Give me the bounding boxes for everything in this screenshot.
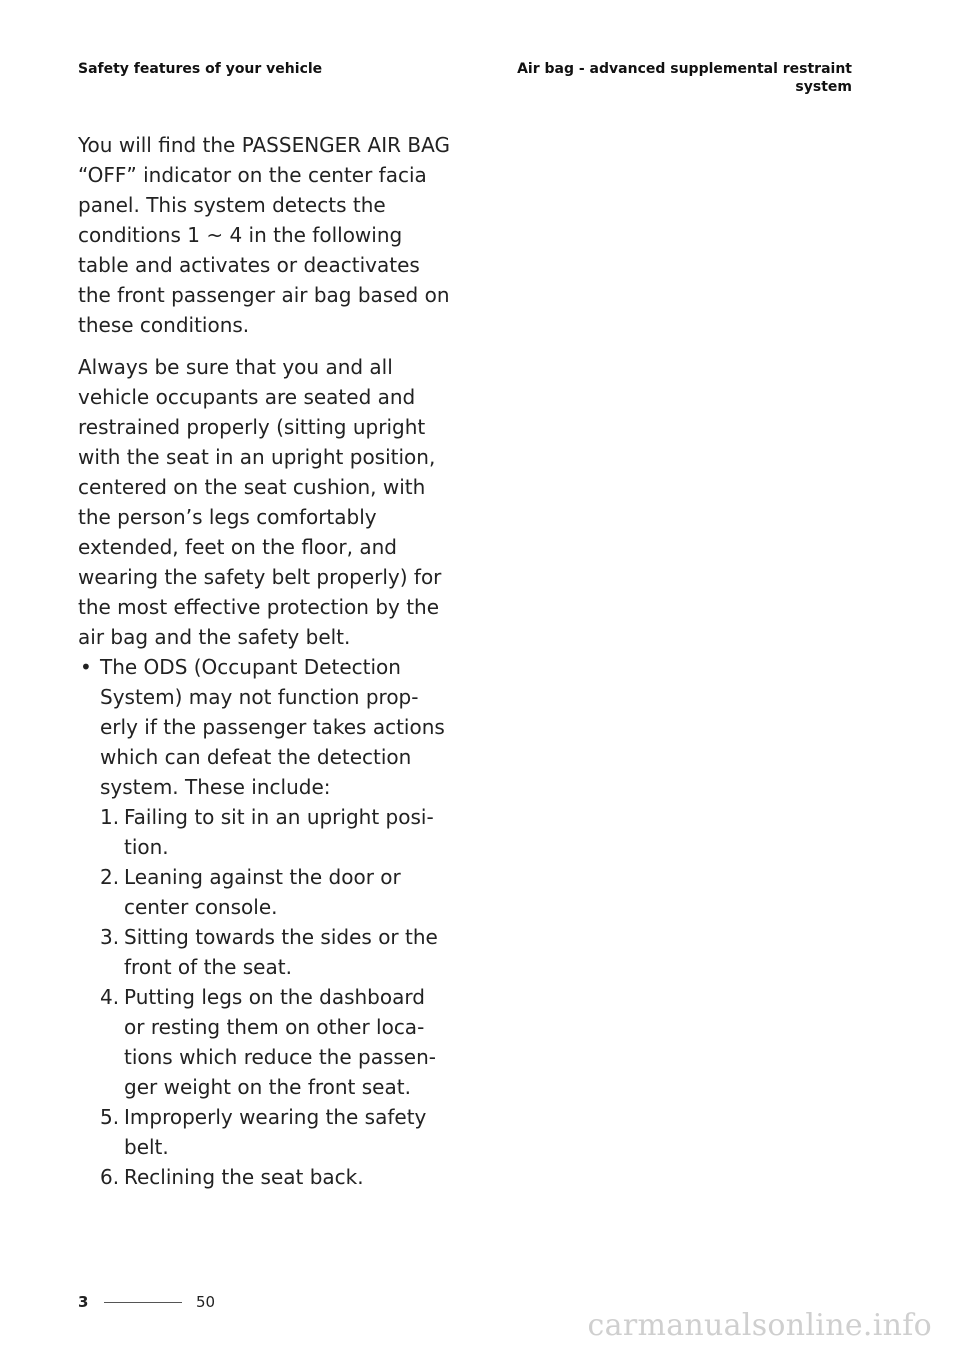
running-header-topic-line1: Air bag - advanced supplemental restraint bbox=[517, 61, 852, 77]
list-item-text: Failing to sit in an upright posi-tion. bbox=[124, 805, 434, 859]
chapter-number: 3 bbox=[78, 1293, 89, 1311]
running-header-topic bbox=[512, 60, 852, 96]
list-item-text: Leaning against the door or center console. bbox=[124, 865, 401, 919]
paragraph-indicator-location: You will find the PASSENGER AIR BAG “OFF” indicator on the center facia panel. This system detects the conditions 1 ~ 4 in the following table and activates or deactivates the front passenger air bag based on these conditions. bbox=[78, 133, 450, 337]
list-item-number: 5. bbox=[100, 1105, 120, 1129]
list-item-text: Sitting towards the sides or the front of the seat. bbox=[124, 925, 438, 979]
list-item-number: 1. bbox=[100, 805, 120, 829]
defeating-actions-list bbox=[100, 802, 450, 1192]
bullet-text: The ODS (Occupant Detection System) may not function prop-erly if the passenger takes actions which can defeat the detection system. These include: bbox=[100, 655, 445, 799]
list-item-text: Improperly wearing the safety belt. bbox=[124, 1105, 427, 1159]
page-footer bbox=[78, 1292, 238, 1312]
list-item bbox=[100, 862, 450, 922]
page-number: 50 bbox=[196, 1293, 216, 1311]
running-header-topic-line2: system bbox=[795, 79, 852, 95]
running-header-section: Safety features of your vehicle bbox=[78, 61, 323, 77]
list-item bbox=[100, 982, 450, 1102]
watermark: carmanualsonline.info bbox=[587, 1308, 932, 1343]
bullet-marker: • bbox=[80, 655, 92, 679]
list-item-number: 3. bbox=[100, 925, 120, 949]
list-item bbox=[100, 802, 450, 862]
body-text bbox=[78, 130, 450, 1192]
list-item-number: 6. bbox=[100, 1165, 120, 1189]
list-item-text: Reclining the seat back. bbox=[124, 1165, 364, 1189]
list-item-number: 4. bbox=[100, 985, 120, 1009]
bullet-item-ods bbox=[78, 652, 450, 1192]
paragraph-seating-advice: Always be sure that you and all vehicle occupants are seated and restrained properly (sitting upright with the seat in an upright position, centered on the seat cushion, with the person’s legs comfortably extended, feet on the floor, and wearing the safety belt properly) for the most effective protection by the air bag and the safety belt. bbox=[78, 355, 442, 649]
list-item bbox=[100, 1162, 450, 1192]
footer-divider bbox=[104, 1302, 182, 1303]
list-item-number: 2. bbox=[100, 865, 120, 889]
list-item bbox=[100, 922, 450, 982]
list-item-text: Putting legs on the dashboard or resting them on other loca-tions which reduce the passen-ger weight on the front seat. bbox=[124, 985, 436, 1099]
list-item bbox=[100, 1102, 450, 1162]
